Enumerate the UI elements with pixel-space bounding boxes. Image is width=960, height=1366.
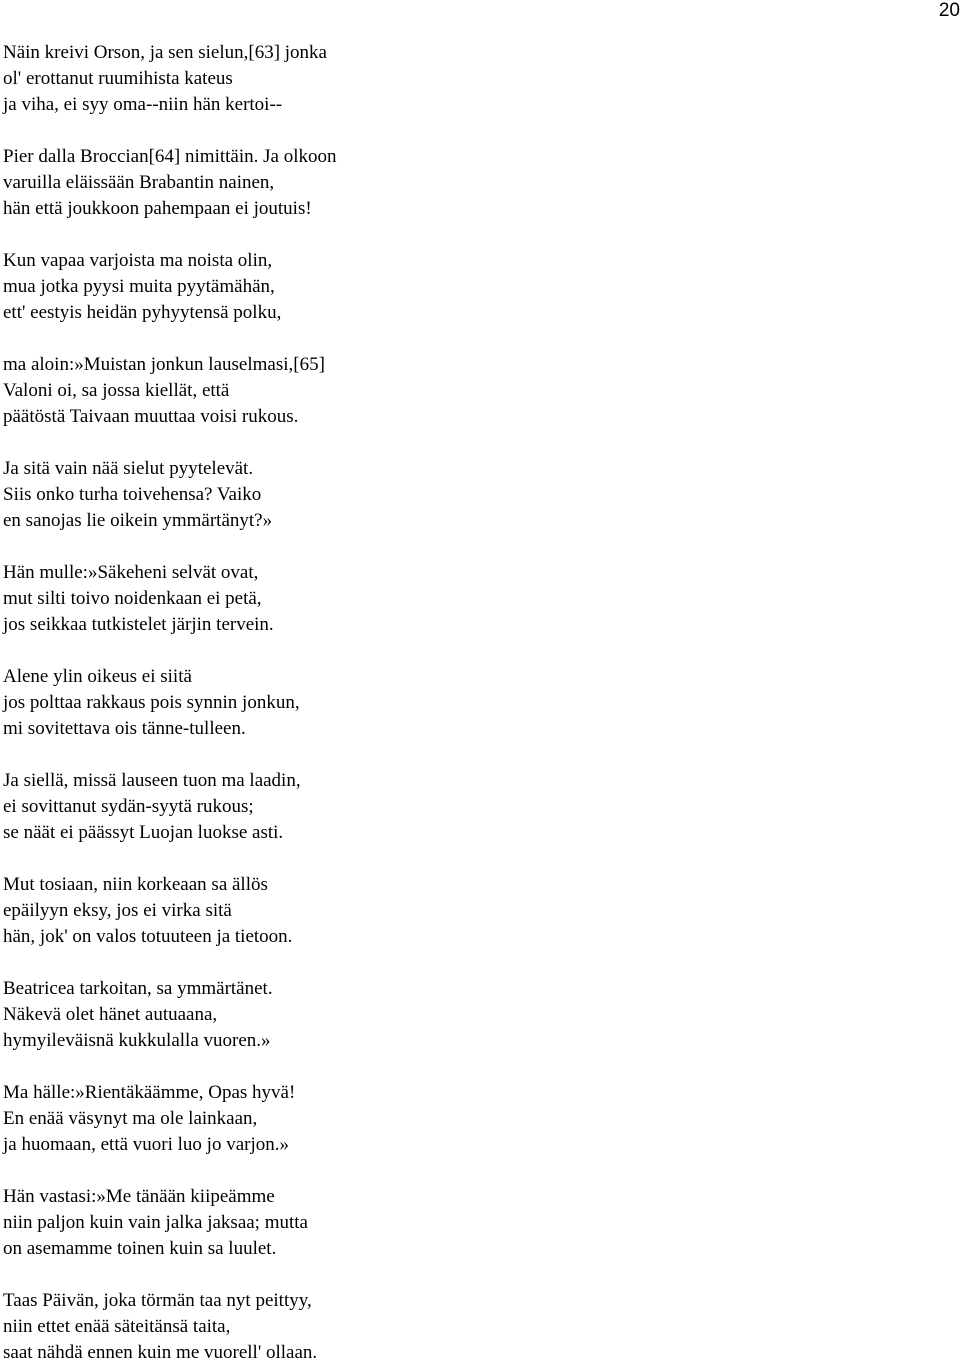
verse-line: Valoni oi, sa jossa kiellät, että <box>3 380 230 401</box>
verse-line: ett' eestyis heidän pyhyytensä polku, <box>3 302 282 323</box>
verse-line: hymyileväisnä kukkulalla vuoren.» <box>3 1030 271 1051</box>
stanza-3 <box>3 248 903 326</box>
verse-line: en sanojas lie oikein ymmärtänyt?» <box>3 510 273 531</box>
verse-line: Beatricea tarkoitan, sa ymmärtänet. <box>3 978 273 999</box>
verse-line: jos polttaa rakkaus pois synnin jonkun, <box>3 692 300 713</box>
verse-line: niin paljon kuin vain jalka jaksaa; mutta <box>3 1212 308 1233</box>
verse-line: ol' erottanut ruumihista kateus <box>3 68 233 89</box>
verse-line: ja viha, ei syy oma--niin hän kertoi-- <box>3 94 283 115</box>
verse-line: ma aloin:»Muistan jonkun lauselmasi,[65] <box>3 354 325 375</box>
verse-line: Kun vapaa varjoista ma noista olin, <box>3 250 273 271</box>
verse-line: Siis onko turha toivehensa? Vaiko <box>3 484 262 505</box>
stanza-12 <box>3 1184 903 1262</box>
verse-line: niin ettet enää säteitänsä taita, <box>3 1316 231 1337</box>
verse-line: jos seikkaa tutkistelet järjin tervein. <box>3 614 274 635</box>
stanza-9 <box>3 872 903 950</box>
verse-line: Alene ylin oikeus ei siitä <box>3 666 192 687</box>
verse-line: En enää väsynyt ma ole lainkaan, <box>3 1108 258 1129</box>
verse-line: mut silti toivo noidenkaan ei petä, <box>3 588 262 609</box>
verse-line: on asemamme toinen kuin sa luulet. <box>3 1238 277 1259</box>
stanza-1 <box>3 40 903 118</box>
verse-line: Hän vastasi:»Me tänään kiipeämme <box>3 1186 275 1207</box>
verse-line: Näin kreivi Orson, ja sen sielun,[63] jonka <box>3 42 327 63</box>
verse-line: Pier dalla Broccian[64] nimittäin. Ja olkoon <box>3 146 337 167</box>
stanza-7 <box>3 664 903 742</box>
stanza-10 <box>3 976 903 1054</box>
verse-line: saat nähdä ennen kuin me vuorell' ollaan. <box>3 1342 318 1363</box>
stanza-4 <box>3 352 903 430</box>
stanza-13 <box>3 1288 903 1366</box>
stanza-6 <box>3 560 903 638</box>
verse-line: se näät ei päässyt Luojan luokse asti. <box>3 822 284 843</box>
verse-line: päätöstä Taivaan muuttaa voisi rukous. <box>3 406 299 427</box>
verse-line: Näkevä olet hänet autuaana, <box>3 1004 218 1025</box>
verse-line: varuilla eläissään Brabantin nainen, <box>3 172 275 193</box>
verse-line: Hän mulle:»Säkeheni selvät ovat, <box>3 562 259 583</box>
stanza-11 <box>3 1080 903 1158</box>
stanza-2 <box>3 144 903 222</box>
page-number: 20 <box>938 0 960 21</box>
poem-text <box>3 40 903 1366</box>
verse-line: hän, jok' on valos totuuteen ja tietoon. <box>3 926 293 947</box>
verse-line: hän että joukkoon pahempaan ei joutuis! <box>3 198 312 219</box>
verse-line: ei sovittanut sydän-syytä rukous; <box>3 796 254 817</box>
verse-line: Mut tosiaan, niin korkeaan sa ällös <box>3 874 268 895</box>
verse-line: ja huomaan, että vuori luo jo varjon.» <box>3 1134 289 1155</box>
verse-line: Ja sitä vain nää sielut pyytelevät. <box>3 458 254 479</box>
verse-line: mua jotka pyysi muita pyytämähän, <box>3 276 275 297</box>
verse-line: Taas Päivän, joka törmän taa nyt peittyy, <box>3 1290 312 1311</box>
verse-line: Ja siellä, missä lauseen tuon ma laadin, <box>3 770 301 791</box>
verse-line: Ma hälle:»Rientäkäämme, Opas hyvä! <box>3 1082 296 1103</box>
verse-line: mi sovitettava ois tänne-tulleen. <box>3 718 246 739</box>
stanza-5 <box>3 456 903 534</box>
stanza-8 <box>3 768 903 846</box>
verse-line: epäilyyn eksy, jos ei virka sitä <box>3 900 232 921</box>
